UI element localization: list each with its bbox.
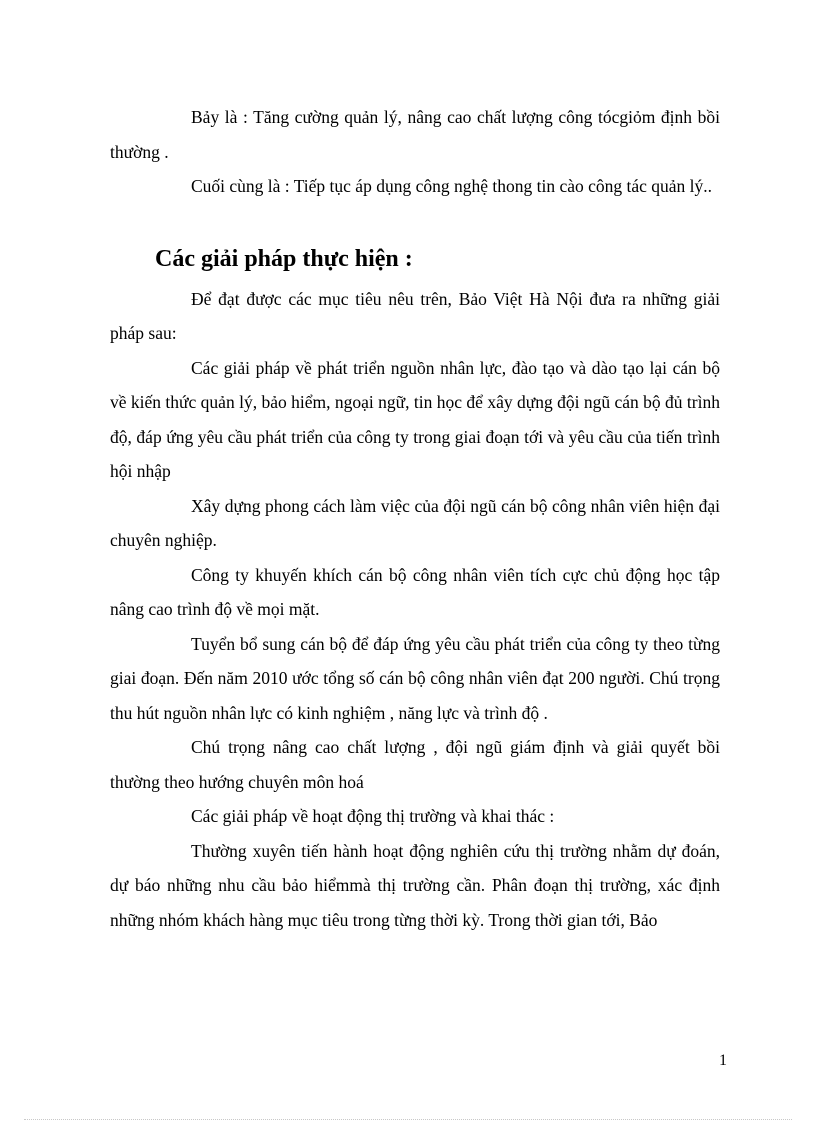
document-body: [110, 100, 720, 937]
paragraph-intro: Để đạt được các mục tiêu nêu trên, Bảo Việt Hà Nội đưa ra những giải pháp sau:: [110, 288, 720, 343]
paragraph-market-solutions: Các giải pháp về hoạt động thị trường và khai thác :: [191, 806, 555, 826]
page-bottom-divider: [24, 1119, 792, 1120]
paragraph-market-research: Thường xuyên tiến hành hoạt động nghiên cứu thị trường nhằm dự đoán, dự báo những nhu cầu bảo hiểmmà thị trường cần. Phân đoạn thị trường, xác định những nhóm khách hàng mục tiêu trong từng thời kỳ. Trong thời gian tới, Bảo: [110, 840, 720, 930]
paragraph-bay-la: Bảy là : Tăng cường quản lý, nâng cao chất lượng công tócgiỏm định bồi thường .: [110, 107, 720, 162]
page-number: 1: [719, 1052, 727, 1069]
section-heading: Các giải pháp thực hiện :: [155, 245, 413, 272]
paragraph-claims-quality: Chú trọng nâng cao chất lượng , đội ngũ giám định và giải quyết bồi thường theo hướng chuyên môn hoá: [110, 737, 720, 792]
paragraph-cuoi-cung-la: Cuối cùng là : Tiếp tục áp dụng công nghệ thong tin cào công tác quản lý..: [191, 176, 713, 196]
paragraph-recruitment: Tuyển bổ sung cán bộ để đáp ứng yêu cầu phát triển của công ty theo từng giai đoạn. Đến năm 2010 ước tổng số cán bộ công nhân viên đạt 200 người. Chú trọng thu hút nguồn nhân lực có kinh nghiệm , năng lực và trình độ .: [110, 633, 720, 723]
paragraph-human-resources: Các giải pháp về phát triển nguồn nhân lực, đào tạo và dào tạo lại cán bộ về kiến thức quản lý, bảo hiểm, ngoại ngữ, tin học để xây dựng đội ngũ cán bộ đủ trình độ, đáp ứng yêu cầu phát triển của công ty trong giai đoạn tới và yêu cầu của tiến trình hội nhập: [110, 357, 720, 481]
paragraph-work-style: Xây dựng phong cách làm việc của đội ngũ cán bộ công nhân viên hiện đại chuyên nghiệp.: [110, 495, 720, 550]
paragraph-encourage-learning: Công ty khuyến khích cán bộ công nhân viên tích cực chủ động học tập nâng cao trình độ về mọi mặt.: [110, 564, 720, 619]
